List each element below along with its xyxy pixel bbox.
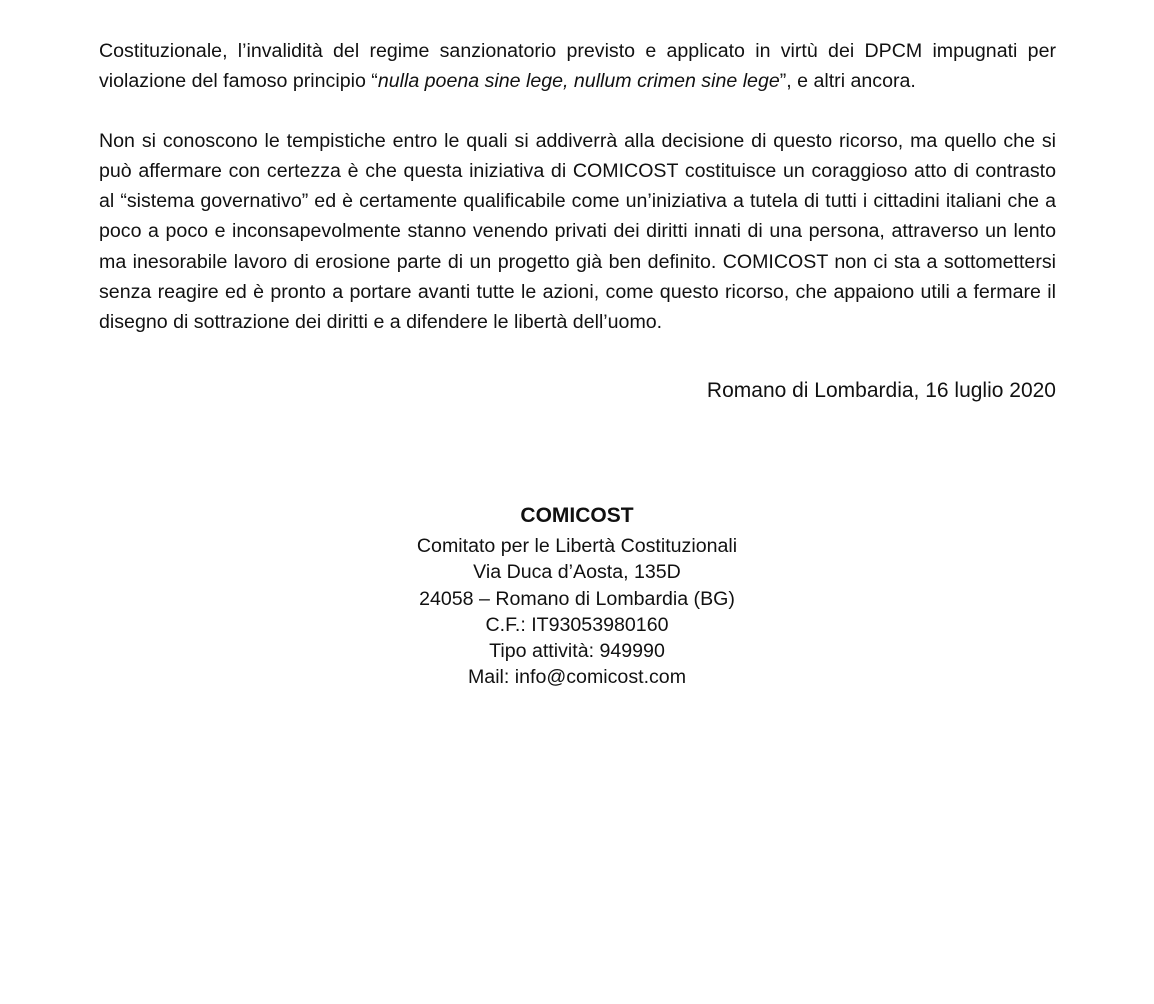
- organization-tax-code: C.F.: IT93053980160: [485, 613, 669, 636]
- paragraph-1: [99, 36, 1056, 96]
- organization-activity: Tipo attività: 949990: [489, 640, 665, 663]
- organization-mail: Mail: info@comicost.com: [467, 666, 687, 689]
- paragraph-2: Non si conoscono le tempistiche entro le quali si addiverrà alla decisione di questo ricorso, ma quello che si può affermare con certezza è che questa iniziativa di COMICOST costituisce un coraggioso atto di contrasto al “sistema governativo” ed è certamente qualificabile come un’iniziativa a tutela di tutti i cittadini italiani che a poco a poco e inconsapevolmente stanno venendo privati dei diritti innati di una persona, attraverso un lento ma inesorabile lavoro di erosione parte di un progetto già ben definito. COMICOST non ci sta a sottomettersi senza reagire ed è pronto a portare avanti tutte le azioni, come questo ricorso, che appaiono utili a fermare il disegno di sottrazione dei diritti e a difendere le libertà dell’uomo.: [99, 130, 1056, 333]
- document-body: [99, 36, 1056, 405]
- place-date-signature: Romano di Lombardia, 16 luglio 2020: [706, 378, 1056, 402]
- organization-block: [0, 502, 1154, 691]
- paragraph-1-text-end: ”, e altri ancora.: [779, 70, 916, 93]
- organization-full-name: Comitato per le Libertà Costituzionali: [416, 535, 738, 557]
- paragraph-1-text-start: Costituzionale, l’invalidità del regime sanzionatorio previsto e applicato in virtù dei DPCM impugnati per violazione del famoso principio “: [99, 40, 1056, 93]
- organization-name: COMICOST: [520, 504, 634, 527]
- organization-address: Via Duca d’Aosta, 135D: [473, 561, 681, 584]
- organization-city: 24058 – Romano di Lombardia (BG): [419, 587, 735, 610]
- latin-principle: nulla poena sine lege, nullum crimen sine lege: [377, 70, 780, 93]
